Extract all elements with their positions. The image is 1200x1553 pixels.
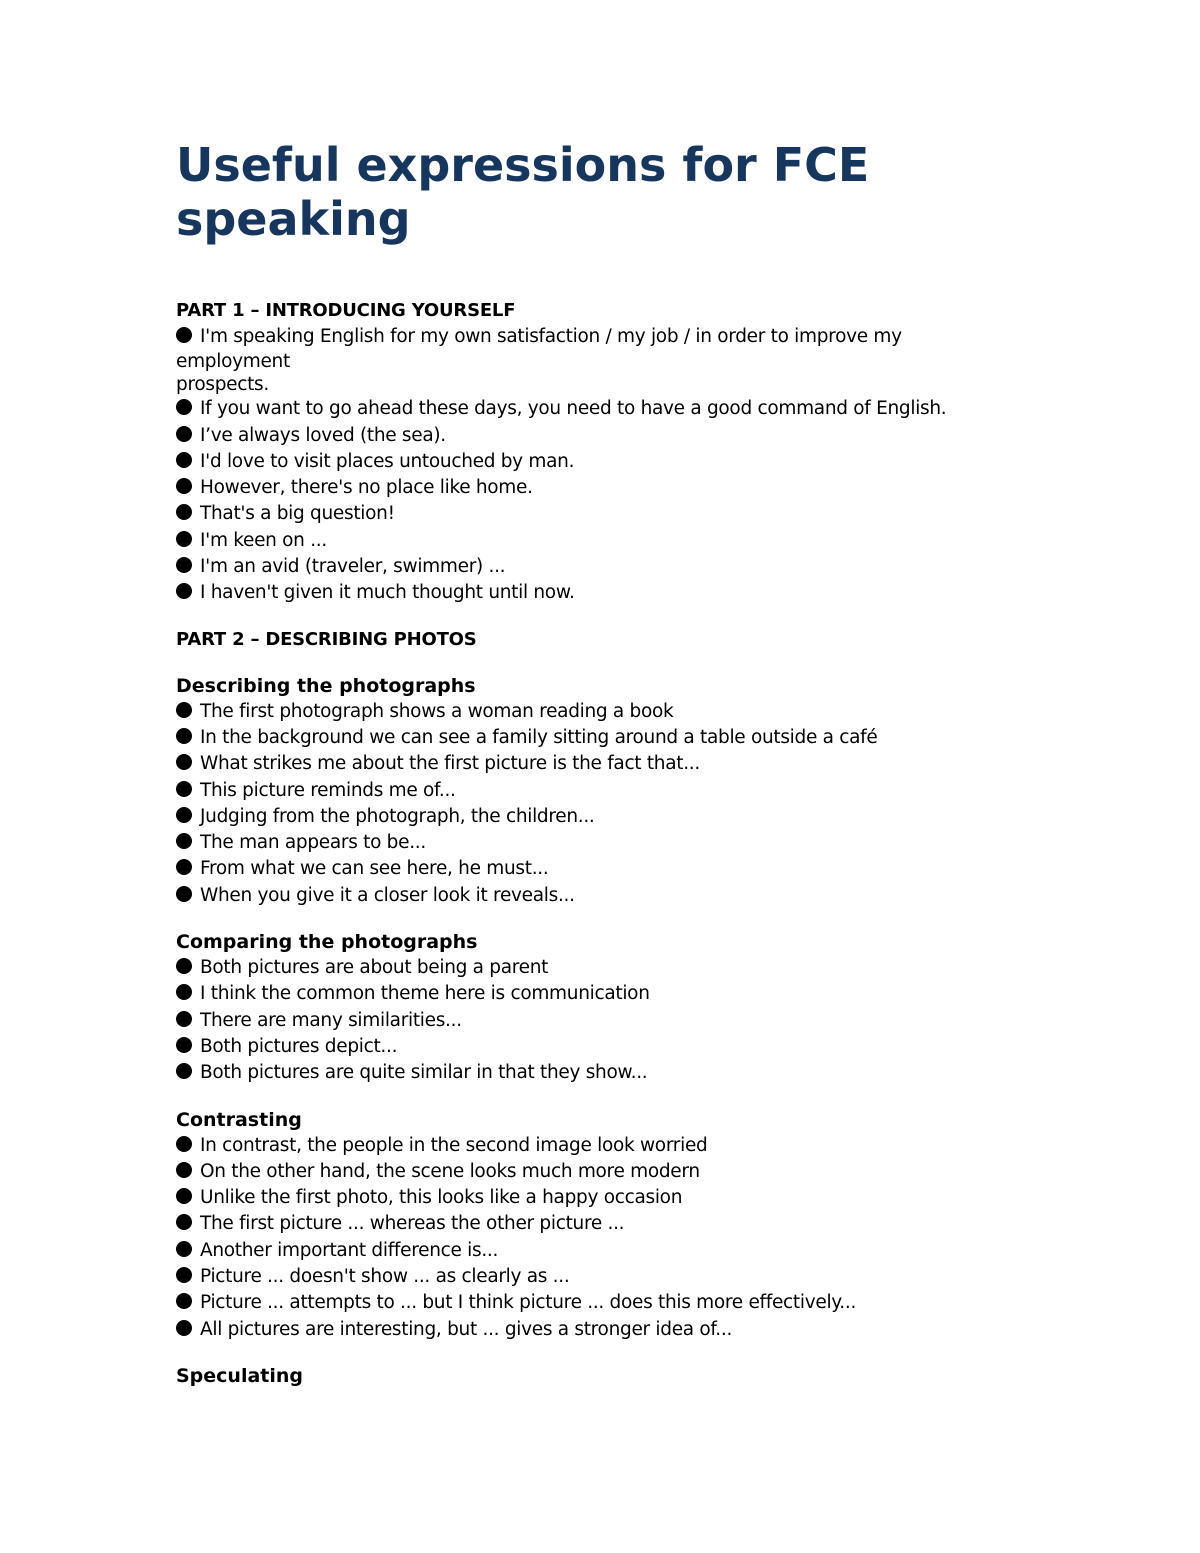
list-item (176, 883, 1036, 909)
list-item (176, 1317, 1036, 1343)
list-item (176, 751, 1036, 777)
list-item (176, 423, 1036, 449)
list-item (176, 324, 1036, 396)
bullet-icon (176, 1063, 192, 1079)
list-item (176, 396, 1036, 422)
bullet-icon (176, 583, 192, 599)
list-item-text: In contrast, the people in the second image look worried (200, 1134, 708, 1156)
bullet-icon (176, 807, 192, 823)
bullet-icon (176, 754, 192, 770)
bullet-icon (176, 1241, 192, 1257)
bullet-icon (176, 833, 192, 849)
part2-section (176, 627, 1036, 1389)
list-item (176, 554, 1036, 580)
list-item-text: If you want to go ahead these days, you need to have a good command of English. (200, 398, 947, 420)
list-item-text: Another important difference is... (200, 1239, 499, 1261)
bullet-icon (176, 1136, 192, 1152)
list-item (176, 449, 1036, 475)
list-item-text: What strikes me about the first picture is the fact that... (200, 753, 700, 775)
list-item-text-continued: prospects. (176, 374, 269, 396)
bullet-icon (176, 426, 192, 442)
describing-list (176, 699, 1036, 909)
list-item-text: I think the common theme here is communication (200, 983, 650, 1005)
list-item-text: Both pictures are quite similar in that they show... (200, 1062, 648, 1084)
list-item-text: Picture ... attempts to ... but I think picture ... does this more effectively... (200, 1292, 857, 1314)
list-item-text: On the other hand, the scene looks much more modern (200, 1160, 700, 1182)
list-item-text: I'm keen on ... (200, 529, 327, 551)
list-item-text: Both pictures are about being a parent (200, 957, 549, 979)
list-item (176, 1133, 1036, 1159)
bullet-icon (176, 452, 192, 468)
list-item-text: I’ve always loved (the sea). (200, 424, 446, 446)
list-item (176, 501, 1036, 527)
bullet-icon (176, 478, 192, 494)
bullet-icon (176, 327, 192, 343)
contrasting-list (176, 1133, 1036, 1343)
list-item-text: There are many similarities... (200, 1009, 462, 1031)
bullet-icon (176, 1214, 192, 1230)
list-item-text: From what we can see here, he must... (200, 858, 549, 880)
bullet-icon (176, 781, 192, 797)
part1-heading: PART 1 – INTRODUCING YOURSELF (176, 300, 516, 321)
bullet-icon (176, 702, 192, 718)
list-item (176, 778, 1036, 804)
list-item-text: The first picture ... whereas the other picture ... (200, 1213, 625, 1235)
list-item (176, 1238, 1036, 1264)
comparing-heading: Comparing the photographs (176, 931, 478, 954)
list-item (176, 804, 1036, 830)
list-item-text: I'm an avid (traveler, swimmer) ... (200, 556, 506, 578)
bullet-icon (176, 958, 192, 974)
bullet-icon (176, 557, 192, 573)
bullet-icon (176, 728, 192, 744)
list-item-text: That's a big question! (200, 503, 395, 525)
list-item (176, 1159, 1036, 1185)
list-item-text: This picture reminds me of... (200, 779, 456, 801)
list-item (176, 1264, 1036, 1290)
bullet-icon (176, 1188, 192, 1204)
bullet-icon (176, 504, 192, 520)
list-item (176, 1008, 1036, 1034)
list-item-text: When you give it a closer look it reveals... (200, 884, 575, 906)
bullet-icon (176, 886, 192, 902)
list-item (176, 955, 1036, 981)
document-page (176, 138, 1036, 1389)
bullet-icon (176, 1037, 192, 1053)
bullet-icon (176, 1162, 192, 1178)
list-item (176, 725, 1036, 751)
list-item (176, 981, 1036, 1007)
list-item (176, 580, 1036, 606)
list-item (176, 830, 1036, 856)
list-item-text: Unlike the first photo, this looks like a happy occasion (200, 1187, 683, 1209)
list-item-text: The first photograph shows a woman reading a book (200, 700, 674, 722)
comparing-list (176, 955, 1036, 1086)
list-item-text: I'm speaking English for my own satisfaction / my job / in order to improve my (200, 326, 902, 347)
list-item (176, 856, 1036, 882)
speculating-heading: Speculating (176, 1364, 304, 1387)
list-item (176, 1034, 1036, 1060)
list-item-text: Picture ... doesn't show ... as clearly as ... (200, 1266, 570, 1288)
bullet-icon (176, 1320, 192, 1336)
part1-list (176, 324, 1036, 607)
bullet-icon (176, 1293, 192, 1309)
contrasting-heading: Contrasting (176, 1108, 302, 1131)
list-item-text: Both pictures depict... (200, 1035, 398, 1057)
list-item (176, 528, 1036, 554)
part2-heading: PART 2 – DESCRIBING PHOTOS (176, 628, 477, 650)
list-item (176, 1185, 1036, 1211)
list-item (176, 1290, 1036, 1316)
bullet-icon (176, 859, 192, 875)
bullet-icon (176, 1267, 192, 1283)
list-item (176, 699, 1036, 725)
list-item-text: The man appears to be... (200, 832, 426, 854)
describing-heading: Describing the photographs (176, 674, 476, 697)
list-item-text-continued: employment (176, 351, 290, 373)
list-item-text: I'd love to visit places untouched by man. (200, 450, 575, 472)
part1-section (176, 298, 1036, 607)
list-item (176, 1060, 1036, 1086)
list-item-text: In the background we can see a family sitting around a table outside a café (200, 726, 878, 748)
bullet-icon (176, 399, 192, 415)
list-item-text: Judging from the photograph, the children... (200, 805, 595, 827)
list-item-text: All pictures are interesting, but ... gives a stronger idea of... (200, 1318, 733, 1340)
list-item-text: I haven't given it much thought until now. (200, 582, 575, 604)
list-item-text: However, there's no place like home. (200, 477, 533, 499)
bullet-icon (176, 1011, 192, 1027)
document-title: Useful expressions for FCE speaking (176, 138, 870, 246)
list-item (176, 475, 1036, 501)
list-item (176, 1211, 1036, 1237)
bullet-icon (176, 531, 192, 547)
bullet-icon (176, 984, 192, 1000)
